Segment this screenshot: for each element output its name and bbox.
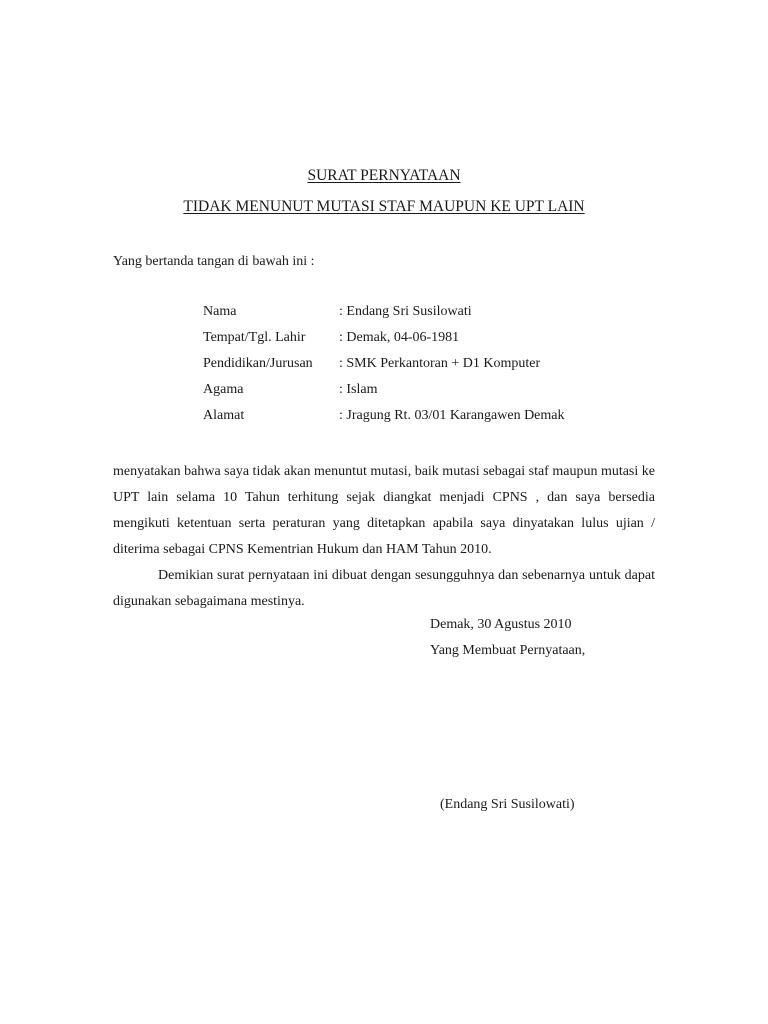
statement-paragraph: menyatakan bahwa saya tidak akan menuntut mutasi, baik mutasi sebagai staf maupun mutasi ke UPT lain selama 10 Tahun terhitung sejak diangkat menjadi CPNS , dan saya bersedia mengikuti ketentuan serta peraturan yang ditetapkan apabila saya dinyatakan lulus ujian / diterima sebagai CPNS Kementrian Hukum dan HAM Tahun 2010. bbox=[113, 464, 655, 557]
signature-role: Yang Membuat Pernyataan, bbox=[430, 643, 586, 658]
identity-value: : Jragung Rt. 03/01 Karangawen Demak bbox=[339, 408, 565, 423]
identity-value: : SMK Perkantoran + D1 Komputer bbox=[339, 356, 541, 371]
identity-value: : Endang Sri Susilowati bbox=[339, 304, 472, 319]
identity-label: Nama bbox=[203, 304, 237, 319]
signature-name: (Endang Sri Susilowati) bbox=[440, 797, 575, 812]
identity-label: Pendidikan/Jurusan bbox=[203, 356, 313, 371]
statement-body bbox=[113, 459, 655, 615]
signature-place-date: Demak, 30 Agustus 2010 bbox=[430, 617, 572, 632]
identity-value: : Islam bbox=[339, 382, 378, 397]
closing-paragraph: Demikian surat pernyataan ini dibuat dengan sesungguhnya dan sebenarnya untuk dapat digunakan sebagaimana mestinya. bbox=[113, 568, 655, 609]
document-subtitle: TIDAK MENUNUT MUTASI STAF MAUPUN KE UPT LAIN bbox=[183, 198, 585, 215]
identity-label: Agama bbox=[203, 382, 244, 397]
document-title: SURAT PERNYATAAN bbox=[307, 167, 461, 184]
identity-label: Tempat/Tgl. Lahir bbox=[203, 330, 306, 345]
identity-label: Alamat bbox=[203, 408, 245, 423]
intro-text: Yang bertanda tangan di bawah ini : bbox=[113, 254, 315, 269]
identity-value: : Demak, 04-06-1981 bbox=[339, 330, 460, 345]
